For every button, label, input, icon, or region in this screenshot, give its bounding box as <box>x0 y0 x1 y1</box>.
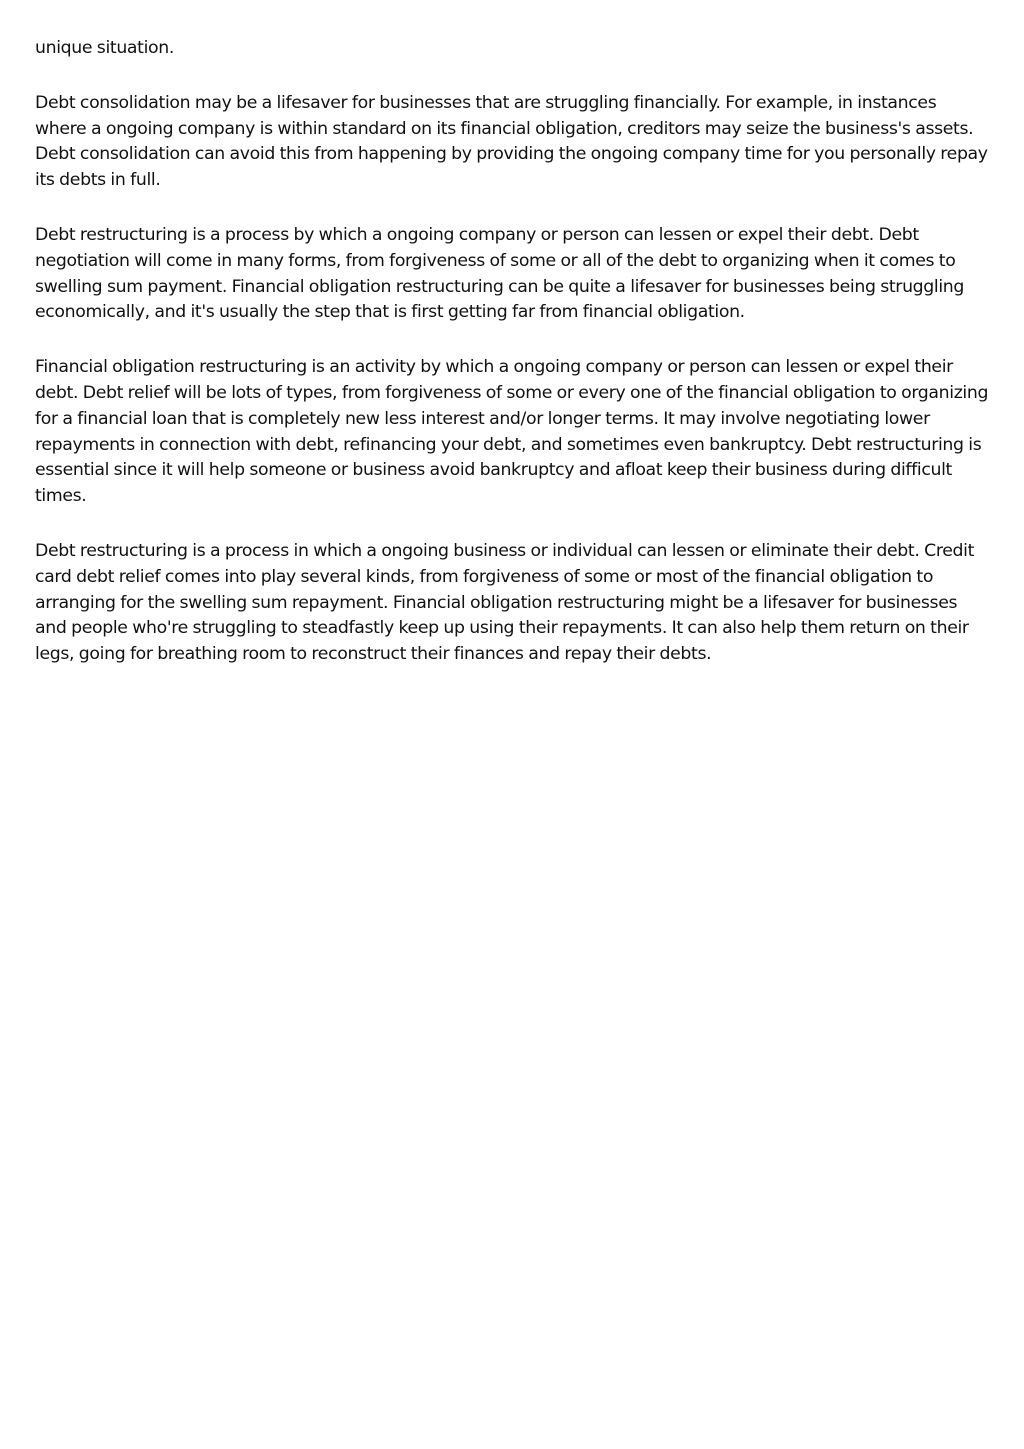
paragraph-2: Debt consolidation may be a lifesaver for businesses that are struggling financially. For example, in instances where a ongoing company is within standard on its financial obligation, creditors may seize the business's assets. Debt consolidation can avoid this from happening by providing the ongoing company time for you personally repay its debts in full. <box>35 92 988 191</box>
paragraph-3: Debt restructuring is a process by which a ongoing company or person can lessen or expel their debt. Debt negotiation will come in many forms, from forgiveness of some or all of the debt to organizing when it comes to swelling sum payment. Financial obligation restructuring can be quite a lifesaver for businesses being struggling economically, and it's usually the step that is first getting far from financial obligation. <box>35 224 965 323</box>
paragraph-1: unique situation. <box>35 38 175 58</box>
document-body <box>35 36 990 697</box>
paragraph-5: Debt restructuring is a process in which a ongoing business or individual can lessen or eliminate their debt. Credit card debt relief comes into play several kinds, from forgiveness of some or most of the financial obligation to arranging for the swelling sum repayment. Financial obligation restructuring might be a lifesaver for businesses and people who're struggling to steadfastly keep up using their repayments. It can also help them return on their legs, going for breathing room to reconstruct their finances and repay their debts. <box>35 540 975 665</box>
paragraph-4: Financial obligation restructuring is an activity by which a ongoing company or person can lessen or expel their debt. Debt relief will be lots of types, from forgiveness of some or every one of the financial obligation to organizing for a financial loan that is completely new less interest and/or longer terms. It may involve negotiating lower repayments in connection with debt, refinancing your debt, and sometimes even bankruptcy. Debt restructuring is essential since it will help someone or business avoid bankruptcy and afloat keep their business during difficult times. <box>35 357 989 507</box>
